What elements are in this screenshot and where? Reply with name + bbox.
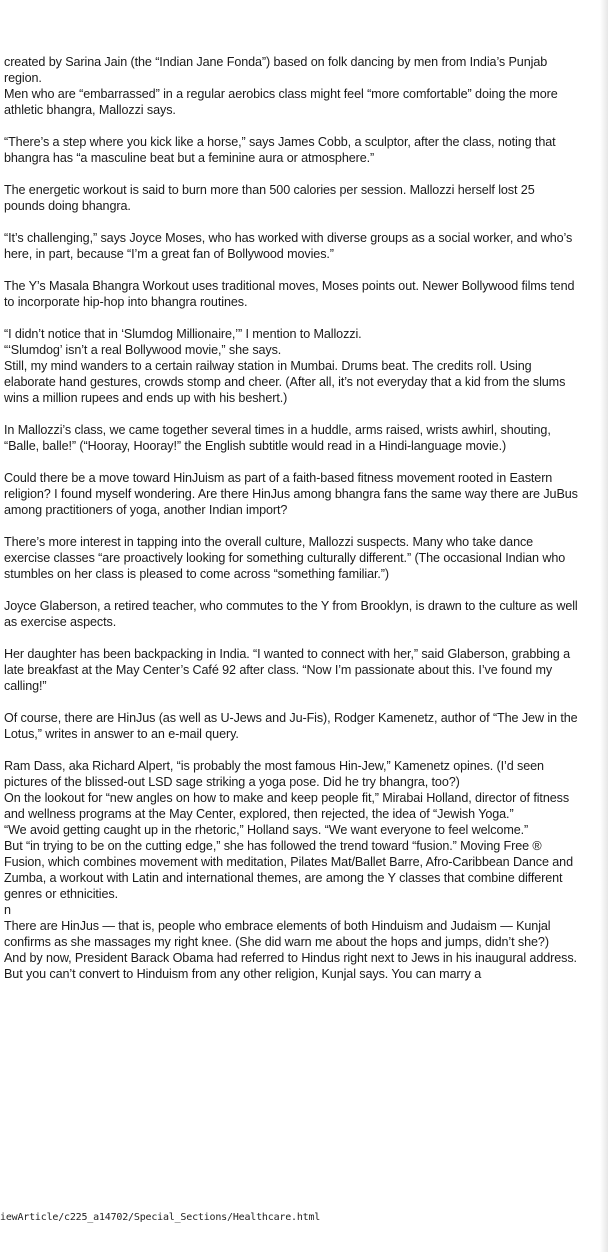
paragraph: The Y’s Masala Bhangra Workout uses traditional moves, Moses points out. Newer Bollywood films tend to incorporate hip-hop into bhangra routines. [4,279,575,309]
final-paragraph: There are HinJus — that is, people who embrace elements of both Hinduism and Judaism — Kunjal confirms as she massages my right knee. (She did warn me about the hops and jumps, didn’t she?) And by now, President Barack Obama had referred to Hindus right next to Jews in his inaugural address. But you can’t convert to Hinduism from any other religion, Kunjal says. You can marry a [4,919,577,981]
paragraph: Could there be a move toward HinJuism as part of a faith-based fitness movement rooted in Eastern religion? I found myself wondering. Are there HinJus among bhangra fans the same way there are JuBus among practitioners of yoga, another Indian import? [4,471,578,517]
paragraph: “There’s a step where you kick like a horse,” says James Cobb, a sculptor, after the class, noting that bhangra has “a masculine beat but a feminine aura or atmosphere.” [4,135,556,165]
page-edge-shadow [600,0,608,1252]
paragraph: “It’s challenging,” says Joyce Moses, who has worked with diverse groups as a social worker, and who’s here, in part, because “I’m a great fan of Bollywood movies.” [4,231,573,261]
paragraph: Her daughter has been backpacking in India. “I wanted to connect with her,” said Glaberson, grabbing a late breakfast at the May Center’s Café 92 after class. “Now I’m passionate about this. I’ve found my calling!” [4,647,570,693]
paragraph: Of course, there are HinJus (as well as U-Jews and Ju-Fis), Rodger Kamenetz, author of “The Jew in the Lotus,” writes in answer to an e-mail query. [4,711,578,741]
article-body [4,54,578,982]
paragraph: In Mallozzi’s class, we came together several times in a huddle, arms raised, wrists awhirl, shouting, “Balle, balle!” (“Hooray, Hooray!” the English subtitle would read in a Hindi-language movie.) [4,423,551,453]
paragraph: Joyce Glaberson, a retired teacher, who commutes to the Y from Brooklyn, is drawn to the culture as well as exercise aspects. [4,599,578,629]
paragraph: “I didn’t notice that in ‘Slumdog Millionaire,’” I mention to Mallozzi. “‘Slumdog’ isn’t a real Bollywood movie,” she says. Still, my mind wanders to a certain railway station in Mumbai. Drums beat. The credits roll. Using elaborate hand gestures, crowds stomp and cheer. (After all, it’s not everyday that a kid from the slums wins a million rupees and ends up with his beshert.) [4,327,566,405]
paragraph: Ram Dass, aka Richard Alpert, “is probably the most famous Hin-Jew,” Kamenetz opines. (I’d seen pictures of the blissed-out LSD sage striking a yoga pose. Did he try bhangra, too?) On the lookout for “new angles on how to make and keep people fit,” Mirabai Holland, director of fitness and wellness programs at the May Center, explored, then rejected, the idea of “Jewish Yoga.” “We avoid getting caught up in the rhetoric,” Holland says. “We want everyone to feel welcome.” But “in trying to be on the cutting edge,” she has followed the trend toward “fusion.” Moving Free ® Fusion, which combines movement with meditation, Pilates Mat/Ballet Barre, Afro-Caribbean Dance and Zumba, a workout with Latin and international themes, are among the Y classes that combine different genres or ethnicities. [4,759,573,901]
stray-character: n [4,903,11,917]
footer-url: iewArticle/c225_a14702/Special_Sections/Healthcare.html [0,1212,321,1223]
paragraph: There’s more interest in tapping into the overall culture, Mallozzi suspects. Many who take dance exercise classes “are proactively looking for something culturally different.” (The occasional Indian who stumbles on her class is pleased to come across “something familiar.”) [4,535,566,581]
paragraph: The energetic workout is said to burn more than 500 calories per session. Mallozzi herself lost 25 pounds doing bhangra. [4,183,535,213]
paragraph: created by Sarina Jain (the “Indian Jane Fonda”) based on folk dancing by men from India’s Punjab region. Men who are “embarrassed” in a regular aerobics class might feel “more comfortable” doing the more athletic bhangra, Mallozzi says. [4,55,558,117]
